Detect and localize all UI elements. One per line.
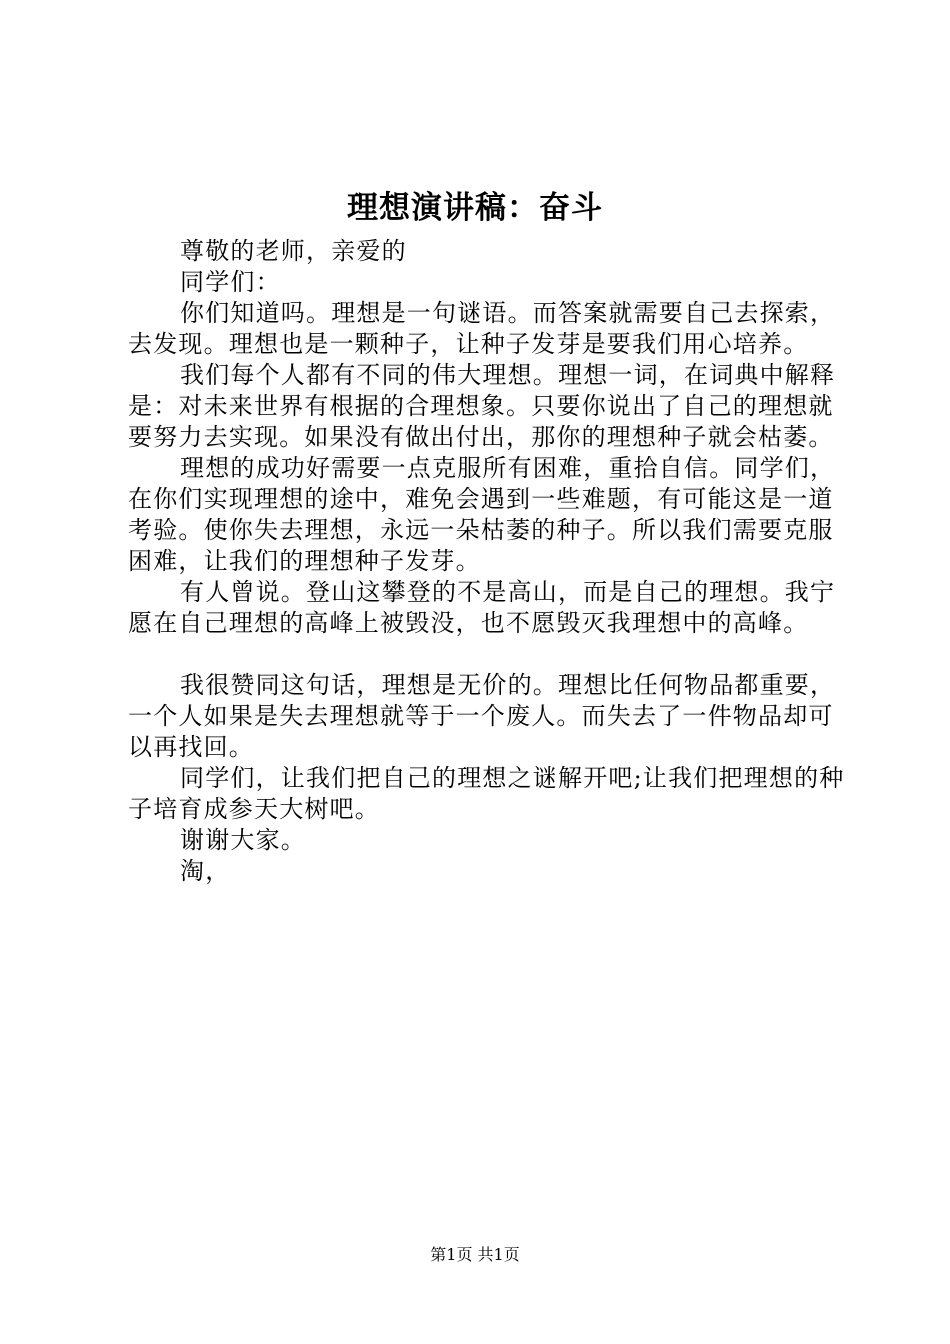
paragraph-3: 理想的成功好需要一点克服所有困难，重拾自信。同学们，在你们实现理想的途中，难免会遇到一些难题，有可能这是一道考验。使你失去理想，永远一朵枯萎的种子。所以我们需要克服困难，让我们的理想种子发芽。 bbox=[128, 454, 836, 575]
document-body bbox=[128, 236, 848, 887]
paragraph-spacer bbox=[128, 639, 848, 670]
paragraph-1: 你们知道吗。理想是一句谜语。而答案就需要自己去探索，去发现。理想也是一颗种子，让种子发芽是要我们用心培养。 bbox=[128, 299, 836, 358]
page-footer: 第1页 共1页 bbox=[430, 1245, 520, 1264]
paragraph-6: 同学们，让我们把自己的理想之谜解开吧;让我们把理想的种子培育成参天大树吧。 bbox=[128, 764, 845, 823]
salutation-line-2: 同学们： bbox=[180, 268, 281, 296]
closing-thanks: 谢谢大家。 bbox=[180, 826, 306, 854]
paragraph-2: 我们每个人都有不同的伟大理想。理想一词，在词典中解释是：对未来世界有根据的合理想象。只要你说出了自己的理想就要努力去实现。如果没有做出付出，那你的理想种子就会枯萎。 bbox=[128, 361, 836, 451]
document-title: 理想演讲稿：奋斗 bbox=[347, 190, 603, 226]
closing-signature: 淘， bbox=[180, 857, 231, 885]
salutation-line-1: 尊敬的老师，亲爱的 bbox=[180, 237, 407, 265]
paragraph-4: 有人曾说。登山这攀登的不是高山，而是自己的理想。我宁愿在自己理想的高峰上被毁没，也不愿毁灭我理想中的高峰。 bbox=[128, 578, 836, 637]
paragraph-5: 我很赞同这句话，理想是无价的。理想比任何物品都重要，一个人如果是失去理想就等于一个废人。而失去了一件物品却可以再找回。 bbox=[128, 671, 836, 761]
